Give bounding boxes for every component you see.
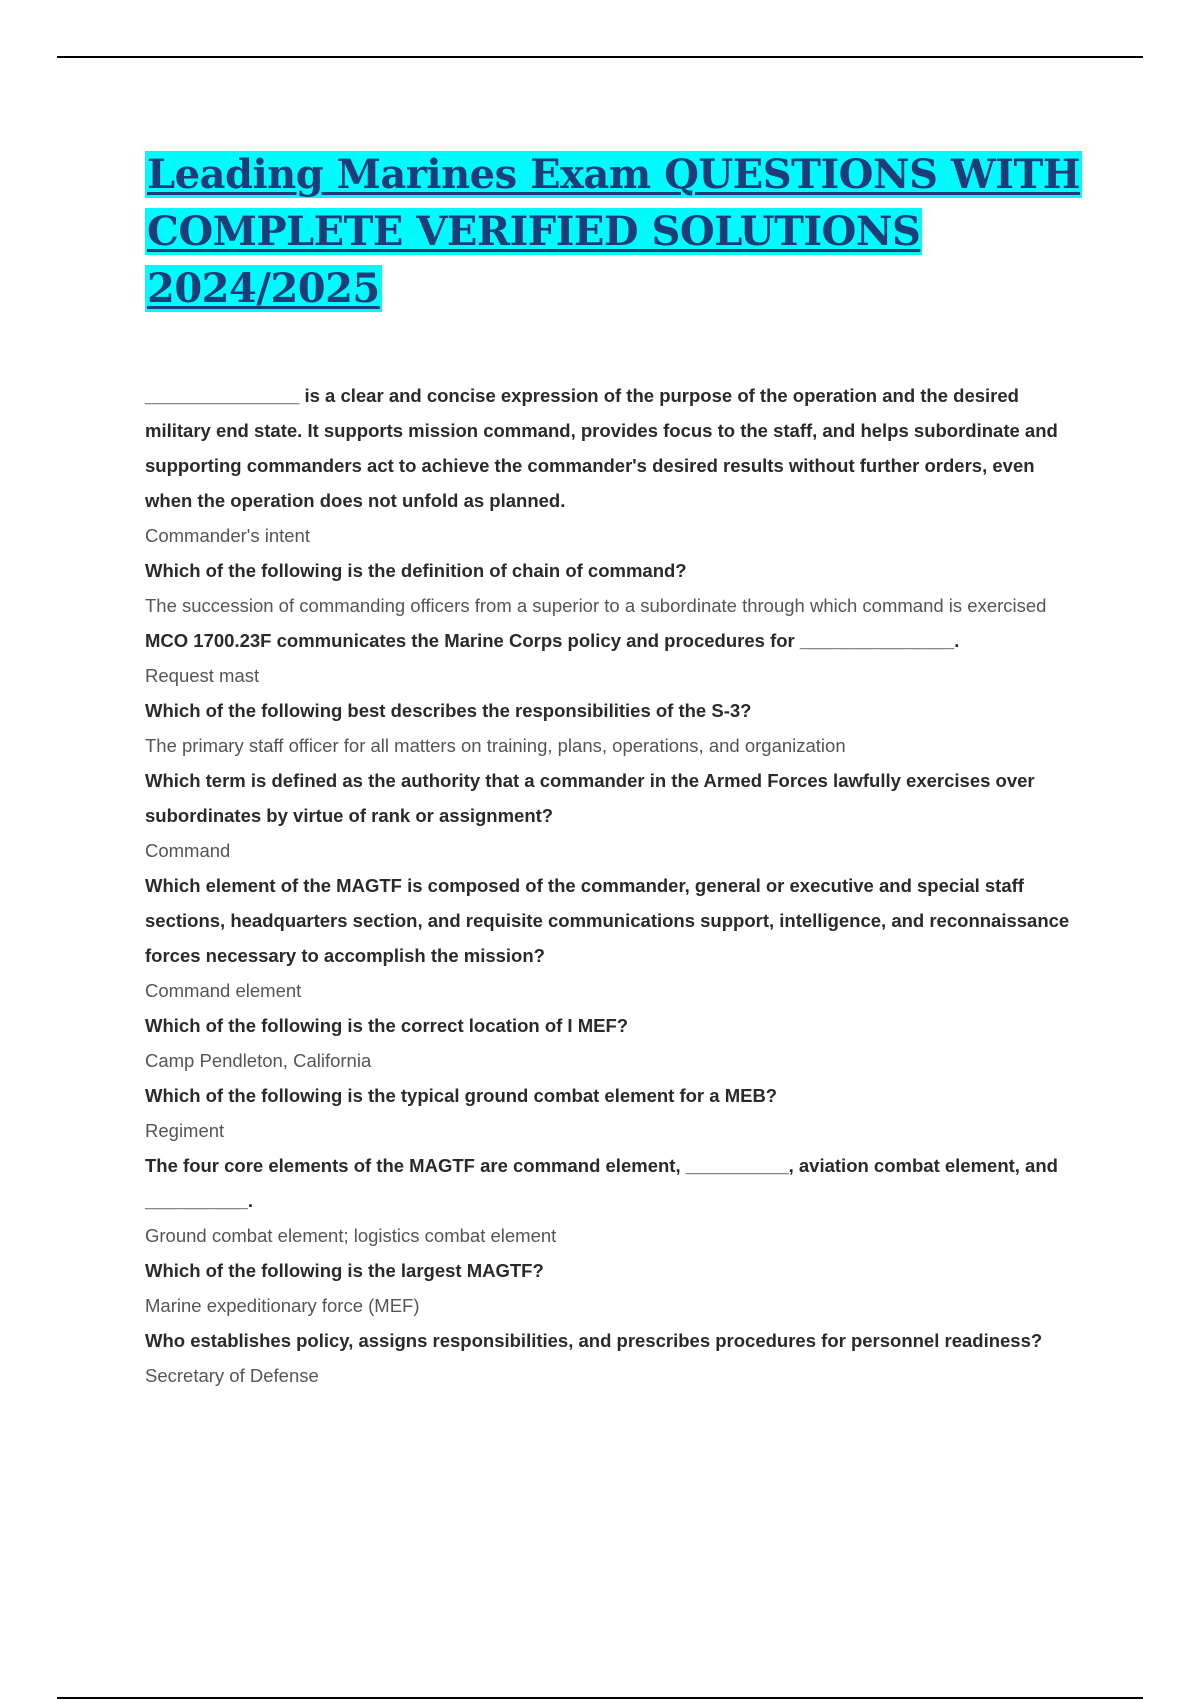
- qa-item: [145, 378, 1085, 553]
- qa-item: [145, 1078, 1085, 1148]
- title-line-3: 2024/2025: [147, 265, 380, 312]
- qa-item: [145, 1253, 1085, 1323]
- answer-text: Command element: [145, 980, 302, 1001]
- qa-item: [145, 868, 1085, 1008]
- top-rule: [57, 56, 1143, 58]
- question-text: Which term is defined as the authority that a commander in the Armed Forces lawfully exercises over subordinates by virtue of rank or assignment?: [145, 770, 1035, 826]
- title-line-2: COMPLETE VERIFIED SOLUTIONS: [147, 208, 921, 255]
- question-text: _______________ is a clear and concise expression of the purpose of the operation and the desired military end state. It supports mission command, provides focus to the staff, and helps subordinate and supporting commanders act to achieve the commander's desired results without further orders, even when the operation does not unfold as planned.: [145, 385, 1058, 511]
- qa-item: [145, 623, 1085, 693]
- question-text: Which of the following is the typical ground combat element for a MEB?: [145, 1085, 778, 1106]
- question-text: The four core elements of the MAGTF are command element, __________, aviation combat element, and __________.: [145, 1155, 1058, 1211]
- answer-text: Secretary of Defense: [145, 1365, 319, 1386]
- question-text: Which of the following is the largest MAGTF?: [145, 1260, 544, 1281]
- question-text: Which of the following is the correct location of I MEF?: [145, 1015, 629, 1036]
- qa-item: [145, 1008, 1085, 1078]
- qa-item: [145, 553, 1085, 623]
- qa-item: [145, 1323, 1085, 1393]
- qa-item: [145, 693, 1085, 763]
- question-text: Which of the following is the definition of chain of command?: [145, 560, 687, 581]
- qa-list: [145, 378, 1085, 1393]
- document-title: [145, 146, 1085, 317]
- question-text: MCO 1700.23F communicates the Marine Corps policy and procedures for _______________.: [145, 630, 960, 651]
- answer-text: Marine expeditionary force (MEF): [145, 1295, 420, 1316]
- answer-text: Command: [145, 840, 231, 861]
- question-text: Which element of the MAGTF is composed of the commander, general or executive and special staff sections, headquarters section, and requisite communications support, intelligence, and reconnaissance forces necessary to accomplish the mission?: [145, 875, 1070, 966]
- question-text: Which of the following best describes the responsibilities of the S-3?: [145, 700, 752, 721]
- answer-text: Regiment: [145, 1120, 225, 1141]
- answer-text: The primary staff officer for all matters on training, plans, operations, and organization: [145, 735, 846, 756]
- qa-item: [145, 763, 1085, 868]
- bottom-rule: [57, 1697, 1143, 1699]
- answer-text: Request mast: [145, 665, 260, 686]
- answer-text: Camp Pendleton, California: [145, 1050, 372, 1071]
- title-line-1: Leading Marines Exam QUESTIONS WITH: [147, 151, 1081, 198]
- answer-text: Ground combat element; logistics combat element: [145, 1225, 557, 1246]
- answer-text: The succession of commanding officers from a superior to a subordinate through which command is exercised: [145, 595, 1047, 616]
- answer-text: Commander's intent: [145, 525, 310, 546]
- qa-item: [145, 1148, 1085, 1253]
- question-text: Who establishes policy, assigns responsibilities, and prescribes procedures for personnel readiness?: [145, 1330, 1043, 1351]
